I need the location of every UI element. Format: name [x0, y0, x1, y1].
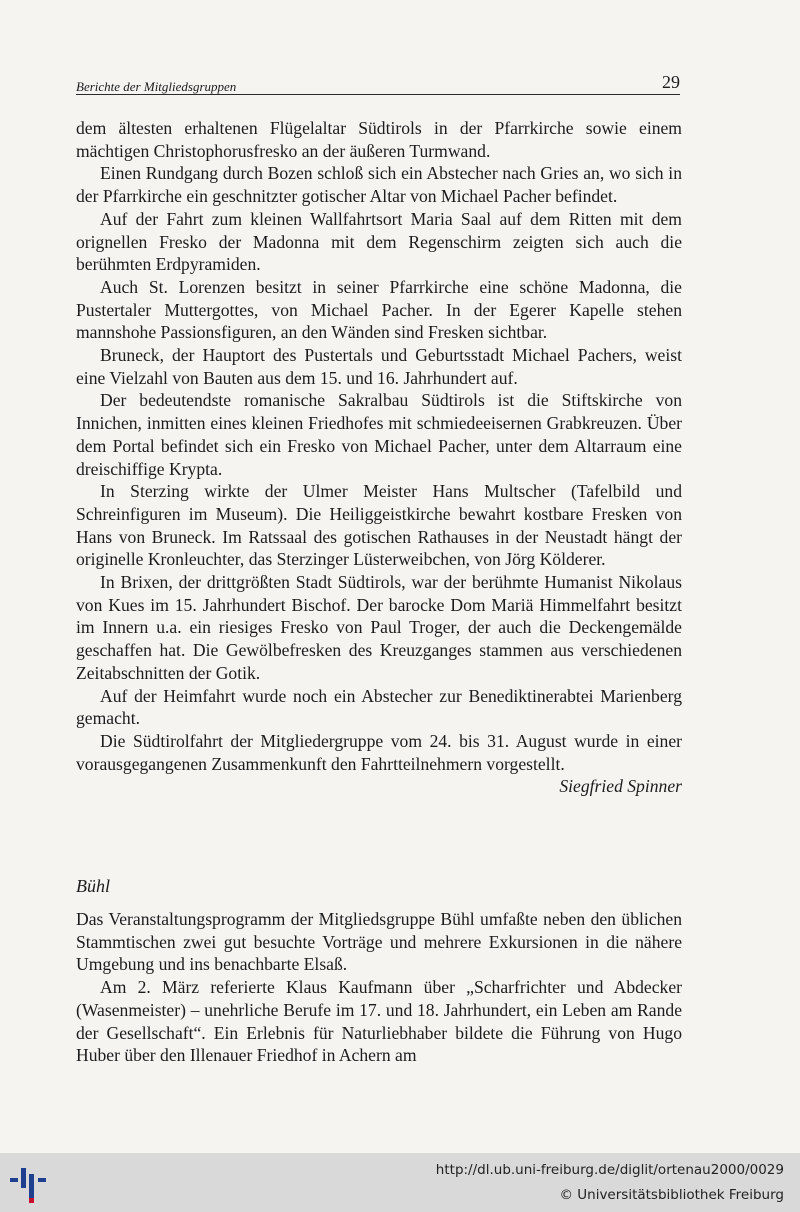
paragraph: Auf der Fahrt zum kleinen Wallfahrtsort Maria Saal auf dem Ritten mit dem orignellen Fresko der Madonna mit dem Regenschirm zeigten sich auch die berühmten Erdpyramiden. — [76, 208, 682, 275]
paragraph: dem ältesten erhaltenen Flügelaltar Südtirols in der Pfarrkirche sowie einem mächtigen Christophorusfresko an der äußeren Turmwand. — [76, 118, 682, 161]
section-heading: Bühl — [76, 876, 110, 896]
page-number: 29 — [662, 72, 680, 92]
paragraph: Bruneck, der Hauptort des Pustertals und Geburtsstadt Michael Pachers, weist eine Vielzahl von Bauten aus dem 15. und 16. Jahrhundert auf. — [76, 345, 682, 388]
paragraph: Einen Rundgang durch Bozen schloß sich ein Abstecher nach Gries an, wo sich in der Pfarrkirche ein geschnitzter gotischer Altar von Michael Pacher befindet. — [76, 163, 682, 207]
page-header — [76, 72, 680, 95]
report-body — [76, 117, 682, 798]
paragraph: Das Veranstaltungsprogramm der Mitgliedsgruppe Bühl umfaßte neben den üblichen Stammtischen zwei gut besuchte Vorträge und mehrere Exkursionen in die nähere Umgebung und ins benachbarte Elsaß. — [76, 909, 682, 975]
paragraph: Auf der Heimfahrt wurde noch ein Abstecher zur Benediktinerabtei Marienberg gemacht. — [76, 685, 682, 729]
author-signature: Siegfried Spinner — [559, 776, 682, 797]
paragraph: In Sterzing wirkte der Ulmer Meister Hans Multscher (Tafelbild und Schreinfiguren im Museum). Die Heiliggeistkirche bewahrt kostbare Fresken von Hans von Bruneck. Im Ratssaal des gotischen Rathauses in der Neustadt hängt der originelle Kronleuchter, das Sterzinger Lüsterweibchen, von Jörg Kölderer. — [76, 481, 682, 570]
paragraph: Am 2. März referierte Klaus Kaufmann über „Scharfrichter und Abdecker (Wasenmeister) – unehrliche Berufe im 17. und 18. Jahrhundert, ein Leben am Rande der Gesellschaft“. Ein Erlebnis für Naturliebhaber bildete die Führung von Hugo Huber über den Illenauer Friedhof in Achern am — [76, 977, 682, 1066]
paragraph: Auch St. Lorenzen besitzt in seiner Pfarrkirche eine schöne Madonna, die Pustertaler Muttergottes, von Michael Pacher. In der Egerer Kapelle stehen mannshohe Passionsfiguren, an den Wänden sind Fresken sichtbar. — [76, 276, 682, 343]
running-head: Berichte der Mitgliedsgruppen — [76, 79, 237, 94]
library-logo-icon — [8, 1162, 52, 1204]
source-url[interactable]: http://dl.ub.uni-freiburg.de/diglit/ortenau2000/0029 — [435, 1162, 784, 1178]
paragraph: In Brixen, der drittgrößten Stadt Südtirols, war der berühmte Humanist Nikolaus von Kues im 15. Jahrhundert Bischof. Der barocke Dom Mariä Himmelfahrt besitzt im Innern u.a. ein riesiges Fresko von Paul Troger, der auch die Deckengemälde geschaffen hat. Die Gewölbefresken des Kreuzganges stammen aus verschiedenen Zeitabschnitten der Gotik. — [76, 572, 682, 683]
paragraph: Die Südtirolfahrt der Mitgliedergruppe vom 24. bis 31. August wurde in einer vorausgegangenen Zusammenkunft den Fahrtteilnehmern vorgestellt. — [76, 730, 682, 774]
footer-bar — [0, 1153, 800, 1212]
paragraph: Der bedeutendste romanische Sakralbau Südtirols ist die Stiftskirche von Innichen, inmitten eines kleinen Friedhofes mit schmiedeeisernen Grabkreuzen. Über dem Portal befindet sich ein Fresko von Michael Pacher, unter dem Altarraum eine dreischiffige Krypta. — [76, 390, 682, 479]
copyright-notice: © Universitätsbibliothek Freiburg — [559, 1187, 784, 1203]
section-body — [76, 908, 682, 1067]
